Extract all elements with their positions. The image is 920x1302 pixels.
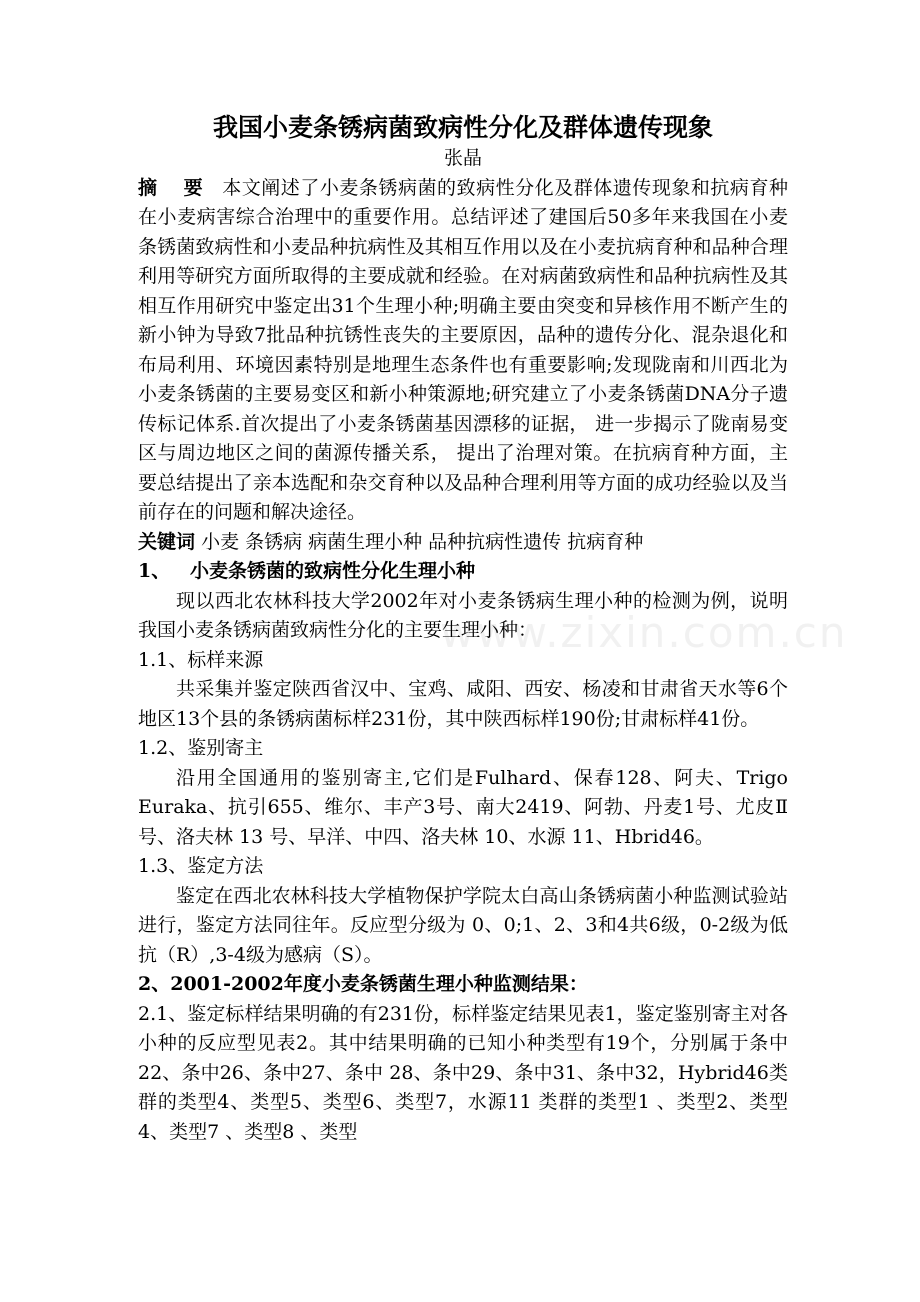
sub3-heading: 1.3、鉴定方法 [138, 855, 264, 877]
sub2-text: 沿用全国通用的鉴别寄主,它们是Fulhard、保春128、阿夫、Trigo Euraka、抗引655、维尔、丰产3号、南大2419、阿勃、丹麦1号、尤皮Ⅱ号、洛夫林 13 号、早洋、中四、洛夫林 10、水源 11、Hbrid46。 [138, 766, 788, 848]
sub1-text: 共采集并鉴定陕西省汉中、宝鸡、咸阳、西安、杨凌和甘肃省天水等6个地区13个县的条锈病菌标样231份，其中陕西标样190份;甘肃标样41份。 [138, 678, 788, 730]
section1-number: 1、 [138, 560, 171, 582]
sub2-heading: 1.2、鉴别寄主 [138, 737, 264, 759]
keywords-label: 关键词 [138, 530, 196, 553]
section1-heading [138, 557, 788, 587]
document-page [138, 112, 788, 1147]
abstract-paragraph [138, 174, 788, 528]
section2-heading: 2、2001-2002年度小麦条锈菌生理小种监测结果： [138, 973, 588, 995]
section1-intro: 现以西北农林科技大学2002年对小麦条锈病生理小种的检测为例，说明我国小麦条锈病菌致病性分化的主要生理小种： [138, 589, 788, 641]
abstract-text: 本文阐述了小麦条锈病菌的致病性分化及群体遗传现象和抗病育种在小麦病害综合治理中的重要作用。总结评述了建国后50多年来我国在小麦条锈菌致病性和小麦品种抗病性及其相互作用以及在小麦抗病育种和品种合理利用等研究方面所取得的主要成就和经验。在对病菌致病性和品种抗病性及其相互作用研究中鉴定出31个生理小种;明确主要由突变和异核作用不断产生的新小钟为导致7批品种抗锈性丧失的主要原因，品种的遗传分化、混杂退化和布局利用、环境因素特别是地理生态条件也有重要影响;发现陇南和川西北为小麦条锈菌的主要易变区和新小种策源地;研究建立了小麦条锈菌DNA分子遗传标记体系.首次提出了小麦条锈菌基因漂移的证据， 进一步揭示了陇南易变区与周边地区之间的菌源传播关系， 提出了治理对策。在抗病育种方面，主要总结提出了亲本选配和杂交育种以及品种合理利用等方面的成功经验以及当前存在的问题和解决途径。 [138, 176, 788, 523]
sub3-text: 鉴定在西北农林科技大学植物保护学院太白高山条锈病菌小种监测试验站进行，鉴定方法同往年。反应型分级为 0、0;1、2、3和4共6级，0-2级为低抗（R）,3-4级为感病（S）。 [138, 884, 788, 966]
watermark: www.zixin.com.cn [440, 608, 848, 657]
abstract-label: 摘 要 [138, 176, 213, 199]
keywords-line [138, 528, 788, 558]
section2-text: 2.1、鉴定标样结果明确的有231份，标样鉴定结果见表1，鉴定鉴别寄主对各小种的反应型见表2。其中结果明确的已知小种类型有19个，分别属于条中22、条中26、条中27、条中 28、条中29、条中31、条中32，Hybrid46类群的类型4、类型5、类型6、类型7，水源11 类群的类型1 、类型2、类型 4、类型7 、类型8 、类型 [138, 1002, 788, 1143]
author-name: 张晶 [443, 147, 482, 169]
document-title: 我国小麦条锈病菌致病性分化及群体遗传现象 [212, 113, 713, 142]
keywords-text: 小麦 条锈病 病菌生理小种 品种抗病性遗传 抗病育种 [201, 530, 644, 553]
section1-title: 小麦条锈菌的致病性分化生理小种 [190, 560, 476, 582]
sub1-heading: 1.1、标样来源 [138, 648, 264, 671]
